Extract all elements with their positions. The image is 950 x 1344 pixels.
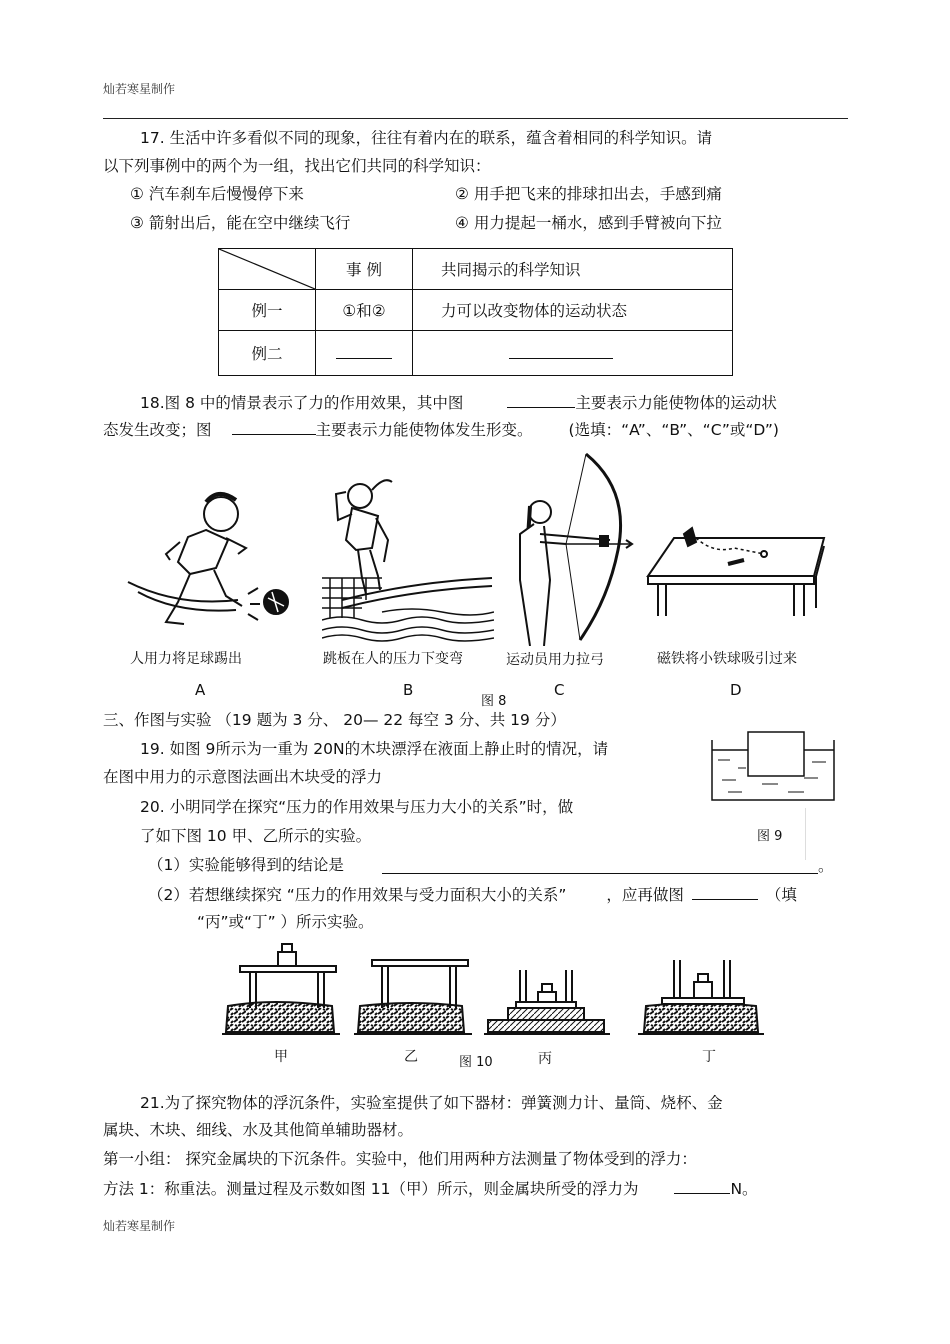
q17-item-2: ② 用手把飞来的排球扣出去，手感到痛 <box>455 185 722 203</box>
q17-item-4: ④ 用力提起一桶水，感到手臂被向下拉 <box>455 214 722 232</box>
row-label: 例一 <box>219 290 316 331</box>
row-example: ①和② <box>316 290 413 331</box>
fig8-caption-d: 磁铁将小铁球吸引过来 <box>657 651 797 667</box>
header-rule <box>103 118 848 119</box>
q21-line4: 方法 1：称重法。测量过程及示数如图 11（甲）所示，则金属块所受的浮力为 N。 <box>103 1180 758 1198</box>
q18-blank-2[interactable] <box>232 419 316 435</box>
fig8-letter-c: C <box>554 681 565 699</box>
row-knowledge-blank[interactable] <box>413 331 733 376</box>
row-knowledge: 力可以改变物体的运动状态 <box>413 290 733 331</box>
q18-line2: 态发生改变；图 主要表示力能使物体发生形变。 (选填：“A”、“B”、“C”或“D”) <box>103 421 779 439</box>
q20-answer-blank-1[interactable] <box>382 873 818 874</box>
fig8-title: 图 8 <box>481 694 507 709</box>
magnet-table-illustration <box>644 524 830 620</box>
q20-line1: 20. 小明同学在探究“压力的作用效果与压力大小的关系”时，做 <box>140 798 574 816</box>
fig8-caption-a: 人用力将足球踢出 <box>130 651 242 667</box>
q17-table <box>218 248 733 376</box>
q17-item-1: ① 汽车刹车后慢慢停下来 <box>130 185 304 203</box>
fig8-letter-d: D <box>730 681 742 699</box>
page-header: 灿若寒星制作 <box>103 82 176 96</box>
q20-line2: 了如下图 10 甲、乙所示的实验。 <box>140 827 372 845</box>
kick-ball-illustration <box>118 482 298 640</box>
q17-item-3: ③ 箭射出后，能在空中继续飞行 <box>130 214 351 232</box>
table-header-example: 事 例 <box>316 249 413 290</box>
q19-line1: 19. 如图 9所示为一重为 20N的木块漂浮在液面上静止时的情况，请 <box>140 740 609 758</box>
row-example-blank[interactable] <box>316 331 413 376</box>
q20-part2-line2: “丙”或“丁” ）所示实验。 <box>197 913 374 931</box>
q20-answer-blank-2[interactable] <box>692 884 758 900</box>
q21-answer-blank[interactable] <box>674 1178 730 1194</box>
table-row <box>219 331 733 376</box>
q20-part1-end: 。 <box>818 857 834 875</box>
diagonal-line <box>219 249 315 289</box>
fig10-label-ding: 丁 <box>702 1049 716 1065</box>
q18-line1: 18.图 8 中的情景表示了力的作用效果，其中图 主要表示力能使物体的运动状 <box>140 394 777 412</box>
fig10-label-bing: 丙 <box>538 1051 552 1067</box>
q21-line2: 属块、木块、细线、水及其他简单辅助器材。 <box>103 1121 414 1139</box>
table-header-knowledge: 共同揭示的科学知识 <box>413 249 733 290</box>
q19-line2: 在图中用力的示意图法画出木块受的浮力 <box>103 768 383 786</box>
fig8-caption-b: 跳板在人的压力下变弯 <box>323 651 463 667</box>
q17-line2: 以下列事例中的两个为一组，找出它们共同的科学知识： <box>103 157 491 175</box>
fig8-letter-a: A <box>195 681 206 699</box>
q20-part2: （2）若想继续探究 “压力的作用效果与受力面积大小的关系” ，应再做图 （填 <box>148 886 797 904</box>
q21-line3: 第一小组： 探究金属块的下沉条件。实验中，他们用两种方法测量了物体受到的浮力： <box>103 1150 697 1168</box>
fig9-label: 图 9 <box>757 829 783 844</box>
fig10-label-jia: 甲 <box>274 1049 288 1065</box>
q18-blank-1[interactable] <box>507 392 575 408</box>
table-diagonal-cell <box>219 249 316 290</box>
pressure-experiment-figure <box>222 936 774 1046</box>
fig8-letter-b: B <box>403 681 414 699</box>
q20-part1: （1）实验能够得到的结论是 <box>148 856 344 874</box>
fig10-label-yi: 乙 <box>404 1049 418 1065</box>
table-row <box>219 290 733 331</box>
fig8-caption-c: 运动员用力拉弓 <box>506 652 604 668</box>
row-label: 例二 <box>219 331 316 376</box>
q17-line1: 17. 生活中许多看似不同的现象，往往有着内在的联系，蕴含着相同的科学知识。请 <box>140 129 713 147</box>
q21-line1: 21.为了探究物体的浮沉条件，实验室提供了如下器材：弹簧测力计、量筒、烧杯、金 <box>140 1094 723 1112</box>
archer-illustration <box>500 450 636 646</box>
section-3-title: 三、作图与实验 （19 题为 3 分、 20— 22 每空 3 分、共 19 分） <box>103 711 566 729</box>
page-footer: 灿若寒星制作 <box>103 1219 176 1233</box>
floating-block-figure[interactable] <box>708 728 838 804</box>
fig10-title: 图 10 <box>459 1055 493 1070</box>
diving-board-illustration <box>322 470 494 642</box>
